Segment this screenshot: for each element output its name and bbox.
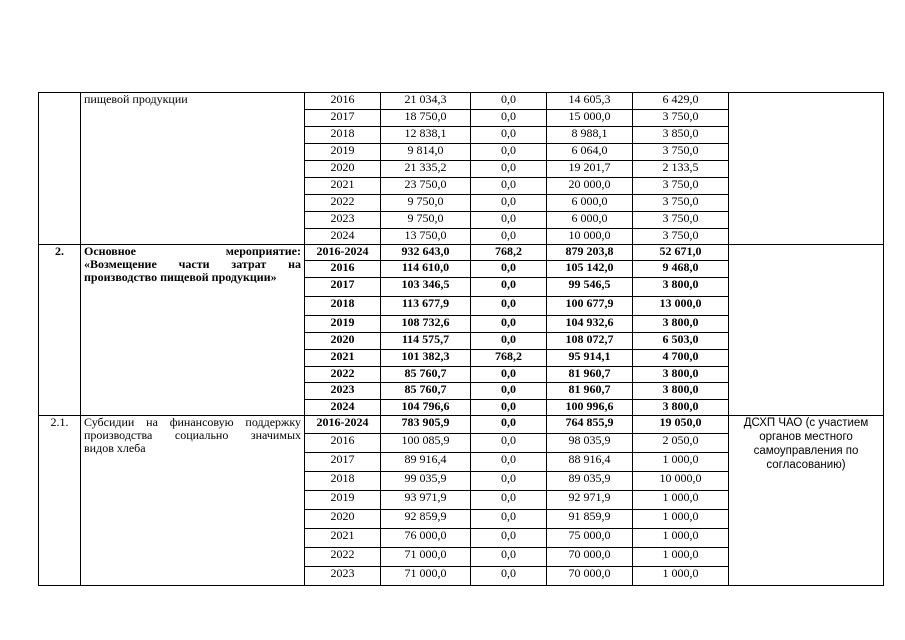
total-value: 93 971,9 xyxy=(381,491,471,510)
local-budget-value: 52 671,0 xyxy=(633,245,729,261)
federal-budget-value: 0,0 xyxy=(471,383,547,400)
executor-cell: ДСХП ЧАО (с участием органов местного самоуправления по согласованию) xyxy=(729,416,884,586)
total-value: 783 905,9 xyxy=(381,416,471,434)
district-budget-value: 14 605,3 xyxy=(547,93,633,110)
federal-budget-value: 0,0 xyxy=(471,453,547,472)
district-budget-value: 70 000,0 xyxy=(547,567,633,586)
item-name-line: Субсидии на финансовую поддержку xyxy=(84,415,301,429)
local-budget-value: 2 133,5 xyxy=(633,161,729,178)
federal-budget-value: 0,0 xyxy=(471,416,547,434)
district-budget-value: 105 142,0 xyxy=(547,261,633,278)
district-budget-value: 81 960,7 xyxy=(547,367,633,383)
total-value: 9 750,0 xyxy=(381,212,471,229)
local-budget-value: 3 750,0 xyxy=(633,144,729,161)
table-row xyxy=(39,245,884,261)
local-budget-value: 1 000,0 xyxy=(633,529,729,548)
executor-cell xyxy=(729,93,884,245)
local-budget-value: 10 000,0 xyxy=(633,472,729,491)
item-number: 2.1. xyxy=(39,416,81,586)
federal-budget-value: 768,2 xyxy=(471,350,547,367)
district-budget-value: 6 064,0 xyxy=(547,144,633,161)
federal-budget-value: 0,0 xyxy=(471,127,547,144)
district-budget-value: 15 000,0 xyxy=(547,110,633,127)
year: 2020 xyxy=(305,333,381,350)
local-budget-value: 3 750,0 xyxy=(633,110,729,127)
total-value: 104 796,6 xyxy=(381,400,471,416)
year: 2016-2024 xyxy=(305,245,381,261)
total-value: 101 382,3 xyxy=(381,350,471,367)
district-budget-value: 81 960,7 xyxy=(547,383,633,400)
total-value: 76 000,0 xyxy=(381,529,471,548)
total-value: 13 750,0 xyxy=(381,229,471,245)
local-budget-value: 6 429,0 xyxy=(633,93,729,110)
federal-budget-value: 0,0 xyxy=(471,400,547,416)
local-budget-value: 1 000,0 xyxy=(633,510,729,529)
local-budget-value: 19 050,0 xyxy=(633,416,729,434)
district-budget-value: 20 000,0 xyxy=(547,178,633,195)
federal-budget-value: 0,0 xyxy=(471,434,547,453)
total-value: 113 677,9 xyxy=(381,297,471,316)
district-budget-value: 879 203,8 xyxy=(547,245,633,261)
item-name-line: Основное мероприятие: xyxy=(84,244,301,258)
district-budget-value: 95 914,1 xyxy=(547,350,633,367)
federal-budget-value: 0,0 xyxy=(471,367,547,383)
total-value: 9 814,0 xyxy=(381,144,471,161)
year: 2017 xyxy=(305,278,381,297)
year: 2017 xyxy=(305,110,381,127)
local-budget-value: 1 000,0 xyxy=(633,453,729,472)
district-budget-value: 92 971,9 xyxy=(547,491,633,510)
district-budget-value: 100 677,9 xyxy=(547,297,633,316)
local-budget-value: 1 000,0 xyxy=(633,567,729,586)
district-budget-value: 104 932,6 xyxy=(547,316,633,333)
district-budget-value: 75 000,0 xyxy=(547,529,633,548)
local-budget-value: 3 800,0 xyxy=(633,278,729,297)
federal-budget-value: 0,0 xyxy=(471,278,547,297)
year: 2017 xyxy=(305,453,381,472)
local-budget-value: 1 000,0 xyxy=(633,548,729,567)
local-budget-value: 2 050,0 xyxy=(633,434,729,453)
year: 2023 xyxy=(305,567,381,586)
district-budget-value: 108 072,7 xyxy=(547,333,633,350)
year: 2022 xyxy=(305,195,381,212)
district-budget-value: 6 000,0 xyxy=(547,195,633,212)
item-number: 2. xyxy=(39,245,81,416)
total-value: 85 760,7 xyxy=(381,383,471,400)
year: 2024 xyxy=(305,400,381,416)
federal-budget-value: 0,0 xyxy=(471,178,547,195)
federal-budget-value: 0,0 xyxy=(471,316,547,333)
local-budget-value: 6 503,0 xyxy=(633,333,729,350)
local-budget-value: 3 750,0 xyxy=(633,195,729,212)
local-budget-value: 3 800,0 xyxy=(633,316,729,333)
total-value: 92 859,9 xyxy=(381,510,471,529)
total-value: 932 643,0 xyxy=(381,245,471,261)
federal-budget-value: 768,2 xyxy=(471,245,547,261)
local-budget-value: 3 750,0 xyxy=(633,178,729,195)
year: 2020 xyxy=(305,161,381,178)
year: 2018 xyxy=(305,297,381,316)
district-budget-value: 10 000,0 xyxy=(547,229,633,245)
year: 2024 xyxy=(305,229,381,245)
year: 2018 xyxy=(305,127,381,144)
federal-budget-value: 0,0 xyxy=(471,144,547,161)
year: 2019 xyxy=(305,144,381,161)
local-budget-value: 3 800,0 xyxy=(633,400,729,416)
item-name-line: «Возмещение части затрат на xyxy=(84,257,301,271)
year: 2021 xyxy=(305,350,381,367)
federal-budget-value: 0,0 xyxy=(471,548,547,567)
federal-budget-value: 0,0 xyxy=(471,529,547,548)
federal-budget-value: 0,0 xyxy=(471,491,547,510)
total-value: 108 732,6 xyxy=(381,316,471,333)
total-value: 71 000,0 xyxy=(381,567,471,586)
local-budget-value: 3 800,0 xyxy=(633,367,729,383)
total-value: 21 335,2 xyxy=(381,161,471,178)
total-value: 100 085,9 xyxy=(381,434,471,453)
total-value: 89 916,4 xyxy=(381,453,471,472)
year: 2021 xyxy=(305,178,381,195)
district-budget-value: 100 996,6 xyxy=(547,400,633,416)
district-budget-value: 70 000,0 xyxy=(547,548,633,567)
total-value: 71 000,0 xyxy=(381,548,471,567)
year: 2018 xyxy=(305,472,381,491)
total-value: 18 750,0 xyxy=(381,110,471,127)
district-budget-value: 19 201,7 xyxy=(547,161,633,178)
local-budget-value: 9 468,0 xyxy=(633,261,729,278)
local-budget-value: 13 000,0 xyxy=(633,297,729,316)
total-value: 21 034,3 xyxy=(381,93,471,110)
federal-budget-value: 0,0 xyxy=(471,472,547,491)
year: 2019 xyxy=(305,491,381,510)
year: 2016-2024 xyxy=(305,416,381,434)
program-financing-table xyxy=(38,92,884,586)
year: 2022 xyxy=(305,367,381,383)
federal-budget-value: 0,0 xyxy=(471,510,547,529)
local-budget-value: 4 700,0 xyxy=(633,350,729,367)
local-budget-value: 1 000,0 xyxy=(633,491,729,510)
federal-budget-value: 0,0 xyxy=(471,195,547,212)
item-name-line: видов хлеба xyxy=(84,441,146,455)
federal-budget-value: 0,0 xyxy=(471,261,547,278)
federal-budget-value: 0,0 xyxy=(471,333,547,350)
district-budget-value: 89 035,9 xyxy=(547,472,633,491)
district-budget-value: 99 546,5 xyxy=(547,278,633,297)
executor-cell xyxy=(729,245,884,416)
item-name xyxy=(81,416,305,586)
total-value: 9 750,0 xyxy=(381,195,471,212)
year: 2020 xyxy=(305,510,381,529)
local-budget-value: 3 750,0 xyxy=(633,229,729,245)
district-budget-value: 764 855,9 xyxy=(547,416,633,434)
total-value: 99 035,9 xyxy=(381,472,471,491)
district-budget-value: 6 000,0 xyxy=(547,212,633,229)
year: 2016 xyxy=(305,261,381,278)
year: 2023 xyxy=(305,383,381,400)
total-value: 12 838,1 xyxy=(381,127,471,144)
table-row xyxy=(39,93,884,110)
district-budget-value: 91 859,9 xyxy=(547,510,633,529)
table-body xyxy=(39,93,884,586)
district-budget-value: 8 988,1 xyxy=(547,127,633,144)
federal-budget-value: 0,0 xyxy=(471,229,547,245)
district-budget-value: 88 916,4 xyxy=(547,453,633,472)
total-value: 114 575,7 xyxy=(381,333,471,350)
federal-budget-value: 0,0 xyxy=(471,297,547,316)
year: 2016 xyxy=(305,93,381,110)
federal-budget-value: 0,0 xyxy=(471,110,547,127)
local-budget-value: 3 850,0 xyxy=(633,127,729,144)
federal-budget-value: 0,0 xyxy=(471,567,547,586)
total-value: 23 750,0 xyxy=(381,178,471,195)
year: 2016 xyxy=(305,434,381,453)
item-name-line: производства социально значимых xyxy=(84,428,301,442)
federal-budget-value: 0,0 xyxy=(471,161,547,178)
local-budget-value: 3 750,0 xyxy=(633,212,729,229)
year: 2023 xyxy=(305,212,381,229)
total-value: 103 346,5 xyxy=(381,278,471,297)
year: 2022 xyxy=(305,548,381,567)
item-name-line: производство пищевой продукции» xyxy=(84,270,277,284)
district-budget-value: 98 035,9 xyxy=(547,434,633,453)
year: 2019 xyxy=(305,316,381,333)
table-row xyxy=(39,416,884,434)
total-value: 114 610,0 xyxy=(381,261,471,278)
item-name xyxy=(81,245,305,416)
year: 2021 xyxy=(305,529,381,548)
item-name: пищевой продукции xyxy=(81,93,305,245)
item-number xyxy=(39,93,81,245)
local-budget-value: 3 800,0 xyxy=(633,383,729,400)
federal-budget-value: 0,0 xyxy=(471,93,547,110)
total-value: 85 760,7 xyxy=(381,367,471,383)
federal-budget-value: 0,0 xyxy=(471,212,547,229)
